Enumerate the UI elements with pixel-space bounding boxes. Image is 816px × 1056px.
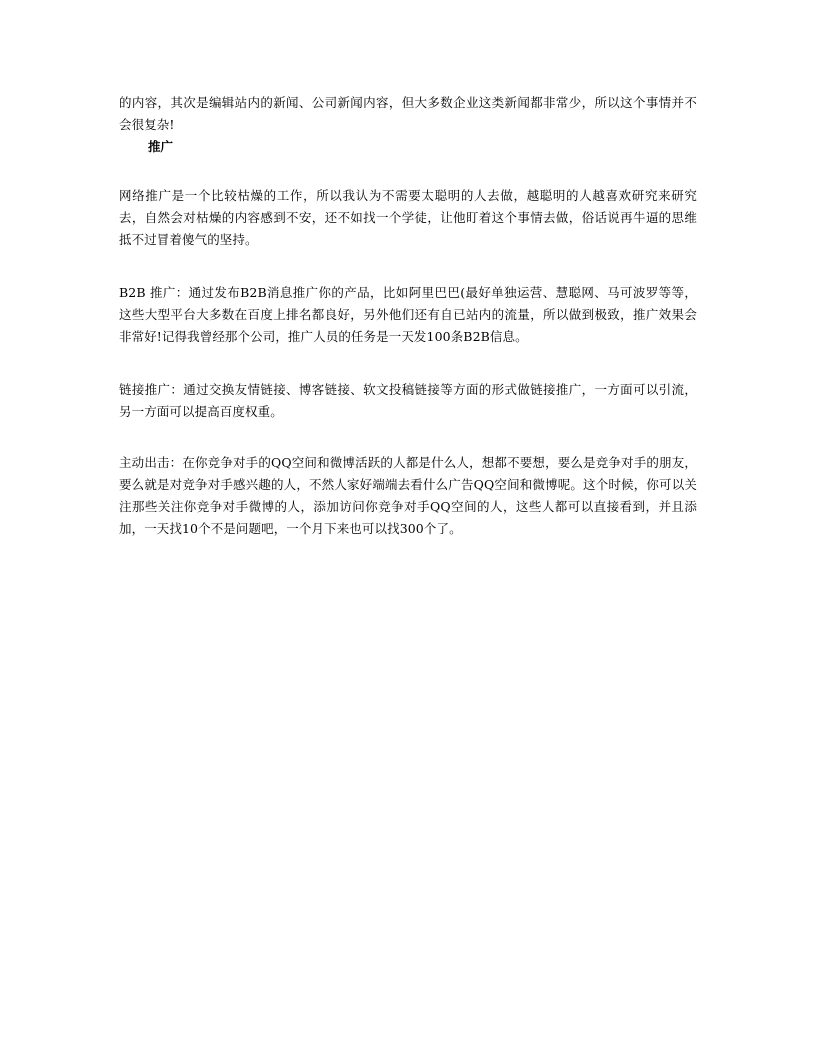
paragraph-b2b-promotion: B2B 推广：通过发布B2B消息推广你的产品，比如阿里巴巴(最好单独运营、慧聪网、马可波罗等等，这些大型平台大多数在百度上排名都良好，另外他们还有自已站内的流量，所以做到极致，推广效果会非常好!记得我曾经那个公司，推广人员的任务是一天发100条B2B信息。: [119, 285, 697, 344]
document-body: [119, 92, 697, 540]
section-heading-promotion: 推广: [148, 139, 174, 154]
paragraph-network-promotion: 网络推广是一个比较枯燥的工作，所以我认为不需要太聪明的人去做，越聪明的人越喜欢研究来研究去，自然会对枯燥的内容感到不安，还不如找一个学徒，让他盯着这个事情去做，俗话说再牛逼的思维抵不过冒着傻气的坚持。: [119, 188, 697, 247]
paragraph-intro: 的内容，其次是编辑站内的新闻、公司新闻内容，但大多数企业这类新闻都非常少，所以这个事情并不会很复杂!: [119, 95, 697, 132]
paragraph-link-promotion: 链接推广：通过交换友情链接、博客链接、软文投稿链接等方面的形式做链接推广，一方面可以引流，另一方面可以提高百度权重。: [119, 382, 697, 419]
paragraph-active-outreach: 主动出击：在你竞争对手的QQ空间和微博活跃的人都是什么人，想都不要想，要么是竞争对手的朋友，要么就是对竞争对手感兴趣的人，不然人家好端端去看什么广告QQ空间和微博呢。这个时候，你可以关注那些关注你竞争对手微博的人，添加访问你竞争对手QQ空间的人，这些人都可以直接看到，并且添加，一天找10个不是问题吧，一个月下来也可以找300个了。: [119, 455, 697, 536]
